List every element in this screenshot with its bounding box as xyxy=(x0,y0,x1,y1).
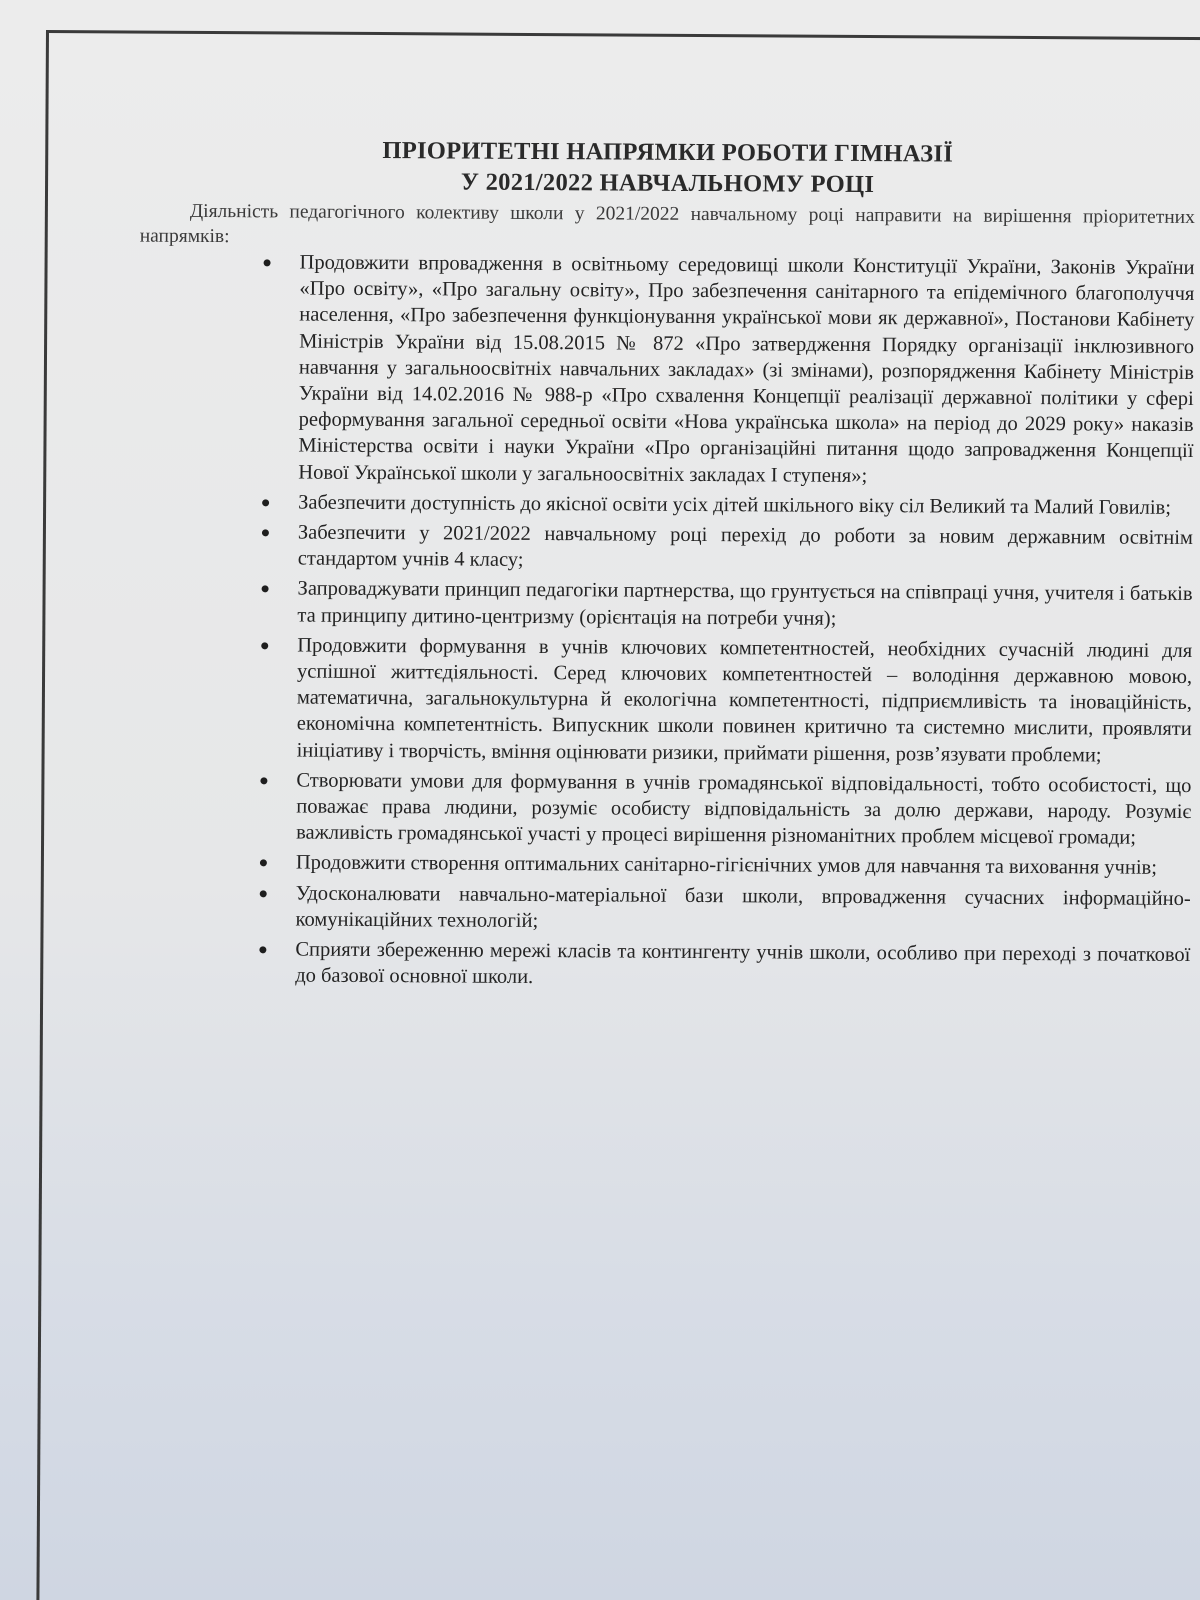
bullet-icon xyxy=(260,860,267,867)
bullet-icon xyxy=(264,259,271,266)
list-item xyxy=(256,850,1191,882)
list-item-text: Створювати умови для формування в учнів громадянської відповідальності, тобто особистості, що поважає права людини, розуміє особисту відповідальність за долю держави, народу. Розуміє важливість громадянської участі у процесі вирішення різноманітних проблем місцевої громади; xyxy=(296,769,1192,849)
bullet-icon xyxy=(262,529,269,536)
list-item-text: Продовжити створення оптимальних санітарно-гігієнічних умов для навчання та виховання учнів; xyxy=(295,852,1158,880)
list-item-text: Удосконалювати навчально-матеріальної бази школи, впровадження сучасних інформаційно-комунікаційних технологій; xyxy=(295,882,1191,932)
document-title xyxy=(140,134,1195,202)
list-item-text: Забезпечити у 2021/2022 навчальному році перехід до роботи за новим державним освітнім стандартом учнів 4 класу; xyxy=(297,521,1193,572)
list-item xyxy=(255,936,1190,994)
list-item-text: Сприяти збереженню мережі класів та контингенту учнів школи, особливо при переході з початкової до базової основної школи. xyxy=(295,938,1191,989)
document-page xyxy=(36,30,1200,1600)
title-line-1: ПРІОРИТЕТНІ НАПРЯМКИ РОБОТИ ГІМНАЗІЇ xyxy=(382,137,954,168)
list-item-text: Продовжити впровадження в освітньому середовищі школи Конституції України, Законів України «Про освіту», «Про загальну освіту», Про забезпечення санітарного та епідемічного благополуччя населення, «Про забезпечення функціонування української мови як державної», Постанови Кабінету Міністрів України від 15.08.2015 № 872 «Про затвердження Порядку організації інклюзивного навчання у загальноосвітніх навчальних закладах» (зі змінами), розпорядження Кабінету Міністрів України від 14.02.2016 № 988-р «Про схвалення Концепції реалізації державної політики у сфері реформування загальної середньої освіти «Нова українська школа» на період до 2029 року» наказів Міністерства освіти і науки України «Про організаційні питання щодо запровадження Концепції Нової Української школи у загальноосвітніх закладах І ступеня»; xyxy=(298,251,1195,487)
bullet-icon xyxy=(260,777,267,784)
list-item-text: Запроваджувати принцип педагогіки партнерства, що грунтується на співпраці учня, учителя і батьків та принципу дитино-центризму (орієнтація на потреби учня); xyxy=(297,577,1193,630)
list-item-text: Забезпечити доступність до якісної освіти усіх дітей шкільного віку сіл Великий та Малий Говилів; xyxy=(298,491,1172,519)
priority-list xyxy=(135,249,1194,995)
bullet-icon xyxy=(262,499,269,506)
bullet-icon xyxy=(260,890,267,897)
list-item xyxy=(258,519,1193,577)
list-item xyxy=(258,249,1194,491)
list-item-text: Продовжити формування в учнів ключових компетентностей, необхідних сучасній людині для успішної життєдіяльності. Серед ключових компетентностей – володіння державною мовою, математична, загальнокультурна й екологічна компетентності, підприємливість та іноваційність, економічна компетентність. Випускник школи повинен критично та системно мислити, проявляти ініціативу і творчість, вміння оцінювати ризики, приймати рішення, розв’язувати проблеми; xyxy=(296,634,1193,767)
bullet-icon xyxy=(261,642,268,649)
bullet-icon xyxy=(262,586,269,593)
list-item xyxy=(255,880,1190,938)
list-item xyxy=(258,489,1193,521)
intro-paragraph: Діяльність педагогічного колективу школи у 2021/2022 навчальному році направити на вирішення пріоритетних напрямків: xyxy=(139,200,1195,248)
title-line-2: У 2021/2022 НАВЧАЛЬНОМУ РОЦІ xyxy=(460,168,875,199)
list-item xyxy=(257,576,1192,634)
bullet-icon xyxy=(259,946,266,953)
document-content xyxy=(135,134,1195,999)
list-item xyxy=(256,767,1191,851)
list-item xyxy=(257,632,1193,769)
